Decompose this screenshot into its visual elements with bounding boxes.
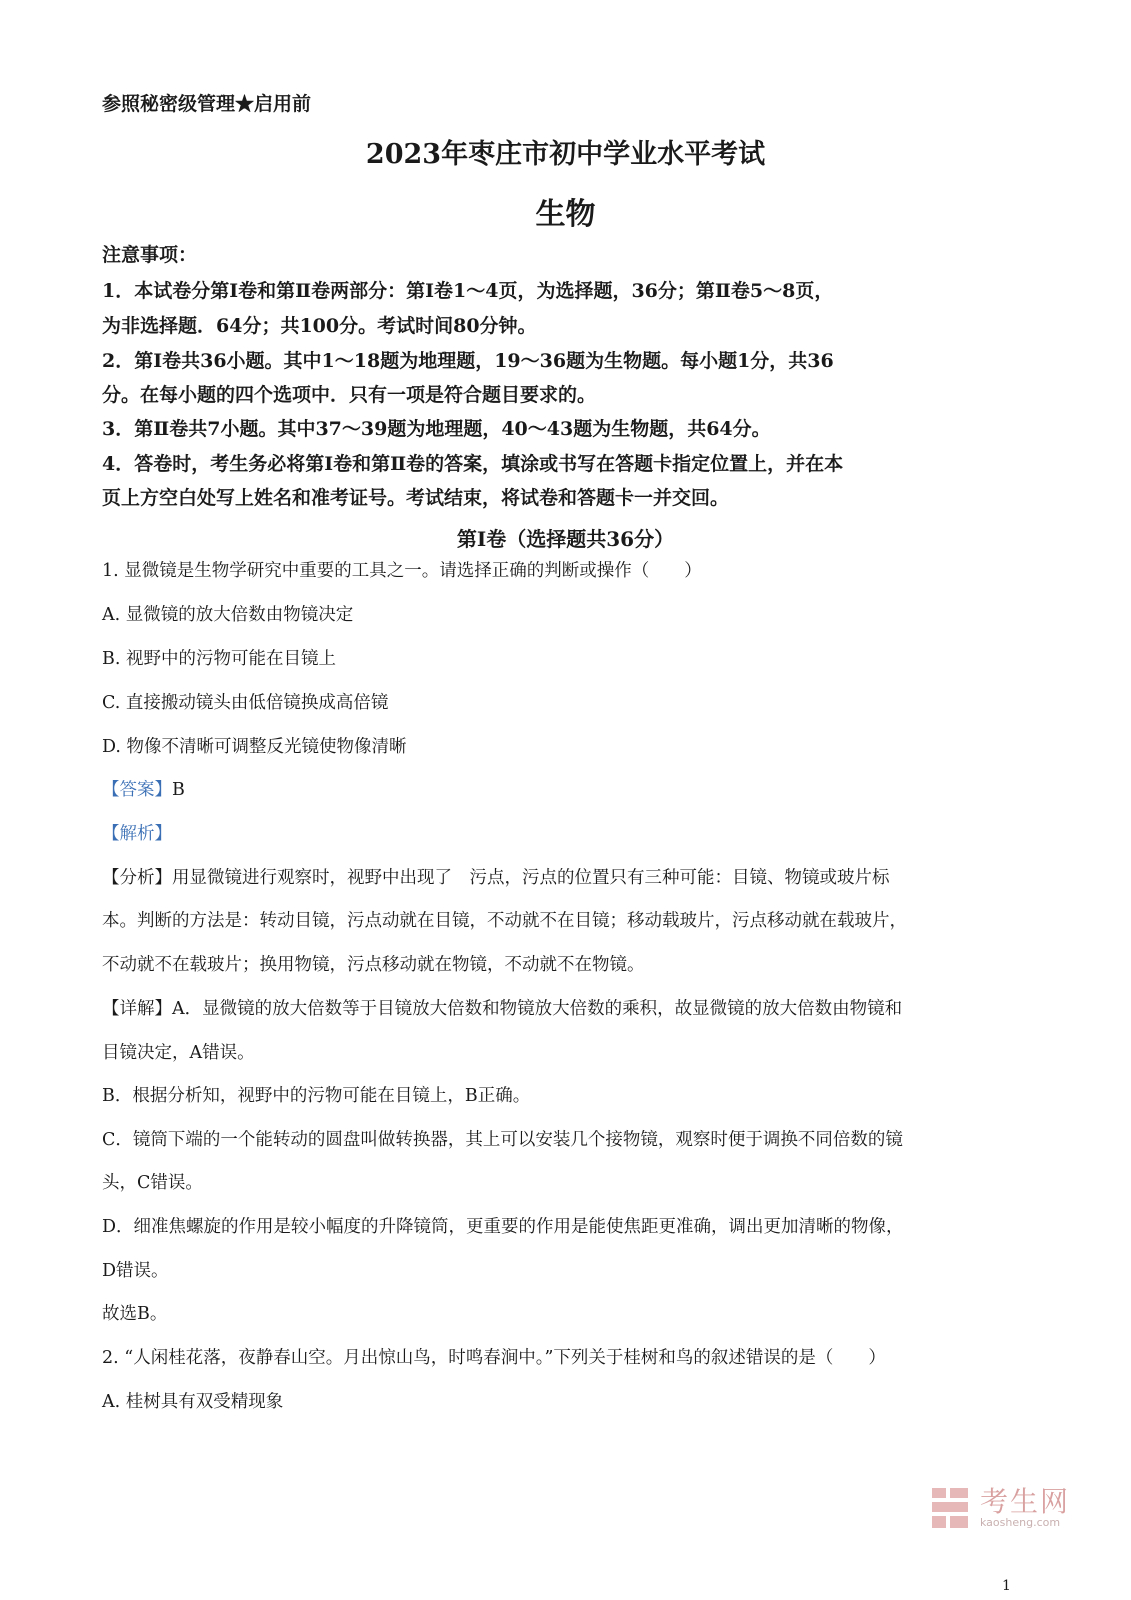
- question-1-stem: 1. 显微镜是生物学研究中重要的工具之一。请选择正确的判断或操作（ ）: [102, 561, 702, 581]
- question-1-option-c: C. 直接搬动镜头由低倍镜换成高倍镜: [102, 693, 389, 713]
- answer-value: B: [172, 780, 185, 800]
- watermark-en: kaosheng.com: [980, 1516, 1061, 1529]
- detail-line: [102, 995, 902, 1020]
- fenxi-line: 不动就不在载玻片；换用物镜，污点移动就在物镜，不动就不在物镜。: [102, 955, 645, 975]
- note-line: 为非选择题．64分；共100分。考试时间80分钟。: [102, 315, 537, 337]
- watermark-logo: [930, 1482, 1080, 1534]
- detail-text: A．显微镜的放大倍数等于目镜放大倍数和物镜放大倍数的乘积，故显微镜的放大倍数由物镜和: [172, 999, 903, 1019]
- exam-subject: 生物: [535, 197, 596, 232]
- note-line: 4．答卷时，考生务必将第Ⅰ卷和第Ⅱ卷的答案，填涂或书写在答题卡指定位置上，并在本: [102, 453, 844, 475]
- answer-label: 【答案】: [102, 780, 172, 800]
- note-line: 3．第Ⅱ卷共7小题。其中37～39题为地理题，40～43题为生物题，共64分。: [102, 418, 771, 440]
- xiangjie-label: 【详解】: [102, 999, 172, 1019]
- detail-line: D．细准焦螺旋的作用是较小幅度的升降镜筒，更重要的作用是能使焦距更准确，调出更加清晰的物像，: [102, 1217, 904, 1237]
- question-2-stem: 2. “人闲桂花落，夜静春山空。月出惊山鸟，时鸣春涧中。”下列关于桂树和鸟的叙述错误的是（ ）: [102, 1348, 886, 1368]
- fenxi-label: 【分析】: [102, 868, 172, 888]
- analysis-label: 【解析】: [102, 824, 172, 844]
- note-line: 分。在每小题的四个选项中．只有一项是符合题目要求的。: [102, 384, 597, 406]
- detail-line: 头，C错误。: [102, 1173, 203, 1193]
- note-line: 1．本试卷分第Ⅰ卷和第Ⅱ卷两部分：第Ⅰ卷1～4页，为选择题，36分；第Ⅱ卷5～8页，: [102, 280, 834, 302]
- question-1-option-d: D. 物像不清晰可调整反光镜使物像清晰: [102, 737, 407, 757]
- fenxi-line: [102, 864, 890, 889]
- detail-line: C．镜筒下端的一个能转动的圆盘叫做转换器，其上可以安装几个接物镜，观察时便于调换不同倍数的镜: [102, 1130, 903, 1150]
- kaosheng-logo-icon: [930, 1484, 972, 1532]
- answer-row: [102, 776, 185, 801]
- page-number: 1: [1002, 1578, 1011, 1594]
- fenxi-text: 用显微镜进行观察时，视野中出现了 污点，污点的位置只有三种可能：目镜、物镜或玻片标: [172, 868, 890, 888]
- note-line: 页上方空白处写上姓名和准考证号。考试结束，将试卷和答题卡一并交回。: [102, 487, 730, 509]
- detail-line: 故选B。: [102, 1304, 168, 1324]
- detail-line: B．根据分析知，视野中的污物可能在目镜上，B正确。: [102, 1086, 531, 1106]
- question-1-option-b: B. 视野中的污物可能在目镜上: [102, 649, 336, 669]
- note-line: 2．第Ⅰ卷共36小题。其中1～18题为地理题，19～36题为生物题。每小题1分，共36: [102, 350, 834, 372]
- question-2-option-a: A. 桂树具有双受精现象: [102, 1392, 284, 1412]
- watermark-cn: 考生网: [980, 1485, 1071, 1518]
- detail-line: D错误。: [102, 1261, 169, 1281]
- secret-level-label: 参照秘密级管理★启用前: [102, 93, 312, 115]
- section-heading: 第Ⅰ卷（选择题共36分）: [456, 527, 675, 551]
- detail-line: 目镜决定，A错误。: [102, 1043, 255, 1063]
- question-1-option-a: A. 显微镜的放大倍数由物镜决定: [102, 605, 354, 625]
- exam-title: 2023年枣庄市初中学业水平考试: [365, 139, 766, 170]
- notes-heading: 注意事项：: [102, 244, 198, 266]
- fenxi-line: 本。判断的方法是：转动目镜，污点动就在目镜，不动就不在目镜；移动载玻片，污点移动就在载玻片，: [102, 911, 907, 931]
